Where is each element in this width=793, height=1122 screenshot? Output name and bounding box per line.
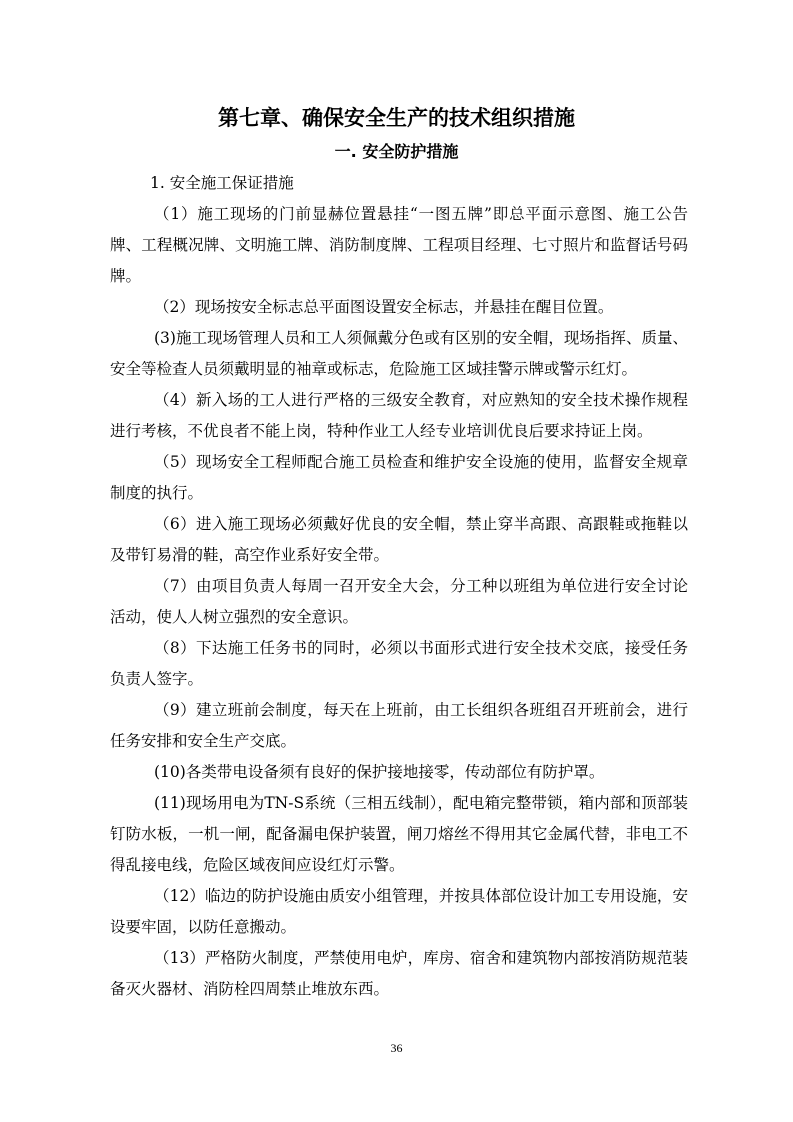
paragraph-9: （9）建立班前会制度，每天在上班前，由工长组织各班组召开班前会，进行任务安排和安全生产交底。 [110,701,688,750]
chapter-title: 第七章、确保安全生产的技术组织措施 [218,106,575,130]
paragraph-10: (10)各类带电设备须有良好的保护接地接零，传动部位有防护罩。 [154,763,605,781]
paragraph-6: （6）进入施工现场必须戴好优良的安全帽，禁止穿半高跟、高跟鞋或拖鞋以及带钉易滑的鞋，高空作业系好安全带。 [110,515,688,564]
section-title: 一. 安全防护措施 [334,142,459,161]
paragraph-3: (3)施工现场管理人员和工人须佩戴分色或有区别的安全帽，现场指挥、质量、安全等检查人员须戴明显的袖章或标志，危险施工区域挂警示牌或警示红灯。 [110,329,688,378]
document-body [110,168,688,1005]
paragraph-8: （8）下达施工任务书的同时，必须以书面形式进行安全技术交底，接受任务负责人签字。 [110,639,688,688]
paragraph-12: （12）临边的防护设施由质安小组管理，并按具体部位设计加工专用设施，安设要牢固，以防任意搬动。 [110,887,688,936]
paragraph-4: （4）新入场的工人进行严格的三级安全教育，对应熟知的安全技术操作规程进行考核，不优良者不能上岗，特种作业工人经专业培训优良后要求持证上岗。 [110,391,688,440]
paragraph-13: （13）严格防火制度，严禁使用电炉，库房、宿舍和建筑物内部按消防规范装备灭火器材、消防栓四周禁止堆放东西。 [110,949,688,998]
paragraph-7: （7）由项目负责人每周一召开安全大会，分工种以班组为单位进行安全讨论活动，使人人树立强烈的安全意识。 [110,577,688,626]
paragraph-2: （2）现场按安全标志总平面图设置安全标志，并悬挂在醒目位置。 [154,298,614,316]
paragraph-5: （5）现场安全工程师配合施工员检查和维护安全设施的使用，监督安全规章制度的执行。 [110,453,688,502]
paragraph-1: （1）施工现场的门前显赫位置悬挂“一图五牌”即总平面示意图、施工公告牌、工程概况牌、文明施工牌、消防制度牌、工程项目经理、七寸照片和监督话号码牌。 [110,205,688,285]
page-number: 36 [390,1041,403,1055]
paragraph-11: (11)现场用电为TN-S系统（三相五线制），配电箱完整带锁，箱内部和顶部装钉防水板，一机一闸，配备漏电保护装置，闸刀熔丝不得用其它金属代替，非电工不得乱接电线，危险区域夜间应设红灯示警。 [110,794,688,874]
subheading: 1. 安全施工保证措施 [150,174,294,192]
